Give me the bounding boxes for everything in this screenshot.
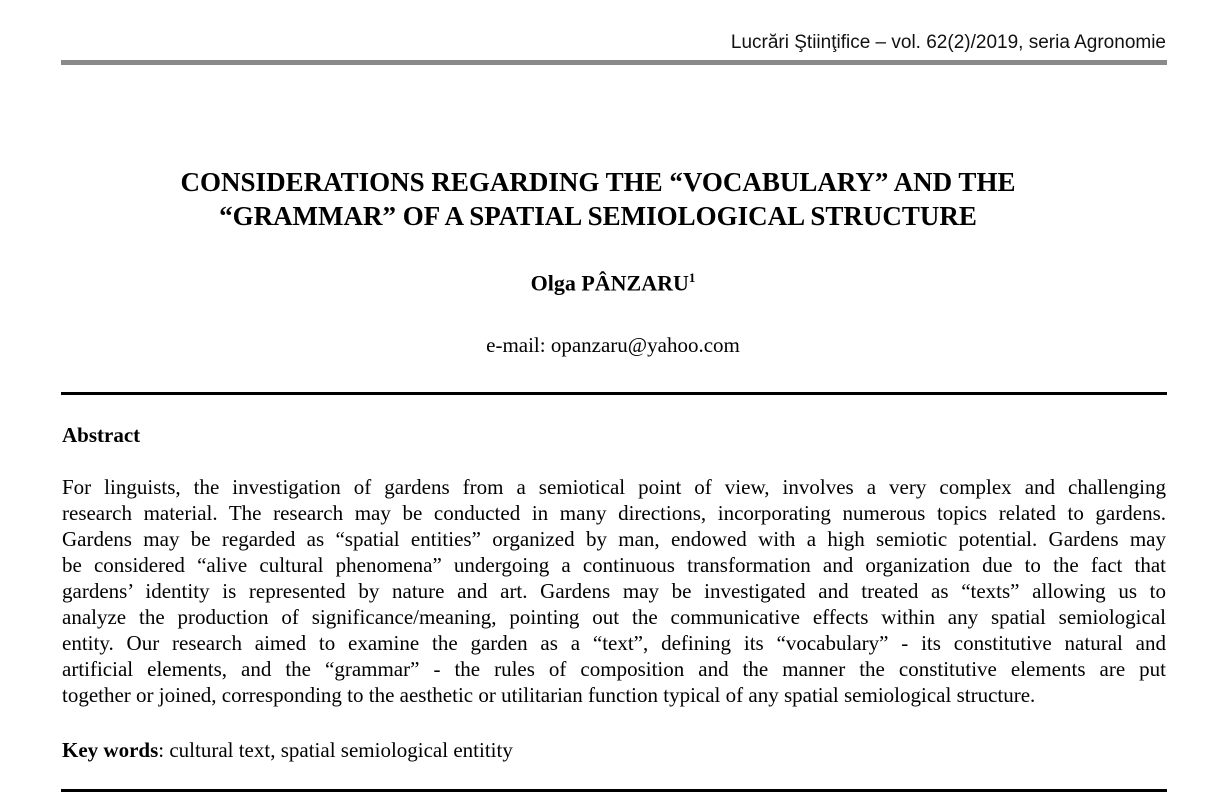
- abstract-line: Gardens may be regarded as “spatial entities” organized by man, endowed with a high semiotic potential. Gardens may: [62, 527, 1166, 551]
- keywords: [62, 738, 513, 763]
- keywords-value: : cultural text, spatial semiological entitity: [158, 738, 513, 762]
- keywords-label: Key words: [62, 738, 159, 762]
- author-name: Olga PÂNZARU: [530, 270, 689, 296]
- abstract-body: [62, 474, 1166, 708]
- running-header: Lucrări Ştiinţifice – vol. 62(2)/2019, seria Agronomie: [730, 32, 1166, 53]
- rule-top: [61, 392, 1167, 395]
- abstract-line: research material. The research may be conducted in many directions, incorporating numerous topics related to gardens.: [62, 501, 1166, 525]
- abstract-line: analyze the production of significance/meaning, pointing out the communicative effects within any spatial semiological: [62, 605, 1166, 629]
- abstract-line: gardens’ identity is represented by nature and art. Gardens may be investigated and treated as “texts” allowing us to: [62, 579, 1166, 603]
- title-line-1: CONSIDERATIONS REGARDING THE “VOCABULARY” AND THE: [180, 167, 1016, 197]
- abstract-line: entity. Our research aimed to examine the garden as a “text”, defining its “vocabulary” - its constitutive natural and: [62, 631, 1166, 655]
- rule-bottom: [61, 789, 1167, 792]
- affiliation-mark: 1: [688, 270, 696, 285]
- title-line-2: “GRAMMAR” OF A SPATIAL SEMIOLOGICAL STRUCTURE: [219, 201, 977, 231]
- abstract-line: be considered “alive cultural phenomena” undergoing a continuous transformation and organization due to the fact that: [62, 553, 1166, 577]
- author-email: e-mail: opanzaru@yahoo.com: [486, 333, 740, 357]
- abstract-line: For linguists, the investigation of gardens from a semiotical point of view, involves a very complex and challenging: [62, 475, 1166, 499]
- abstract-line: together or joined, corresponding to the aesthetic or utilitarian function typical of any spatial semiological structure.: [62, 683, 1036, 707]
- abstract-heading: Abstract: [62, 423, 141, 447]
- abstract-line: artificial elements, and the “grammar” - the rules of composition and the manner the constitutive elements are put: [62, 657, 1166, 681]
- author: [0, 270, 1216, 296]
- header-rule: [61, 60, 1167, 65]
